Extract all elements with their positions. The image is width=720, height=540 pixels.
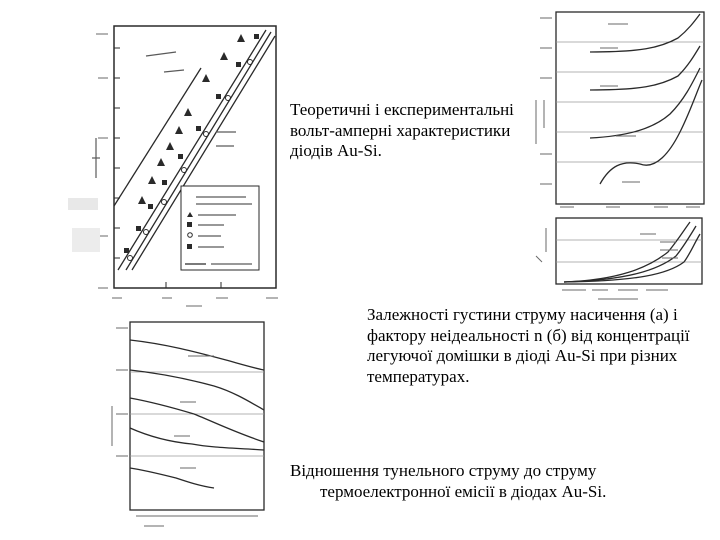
saturation-current-figure [530, 4, 710, 214]
tunnel-ratio-figure [96, 318, 276, 536]
tunnel-ratio-graphic [96, 318, 276, 536]
concentration-dependence-caption: Залежності густини струму насичення (а) і фактору неідеальності n (б) від концентрації легуючої домішки в діоді Au-Si при різних температурах. [367, 305, 690, 386]
iv-characteristics-caption: Теоретичні і експериментальні вольт-амперні характеристики діодів Au-Si. [290, 100, 514, 160]
tunnel-ratio-caption-line1: Відношення тунельного струму до струму [290, 461, 597, 480]
tunnel-ratio-caption-line2: термоелектронної емісії в діодах Au-Si. [320, 481, 607, 501]
iv-plot-graphic [66, 8, 286, 308]
tunnel-ratio-caption [290, 461, 690, 502]
iv-characteristics-figure [66, 8, 286, 308]
saturation-current-graphic [530, 4, 710, 214]
ideality-factor-graphic [528, 212, 710, 304]
ideality-factor-figure [528, 212, 710, 304]
